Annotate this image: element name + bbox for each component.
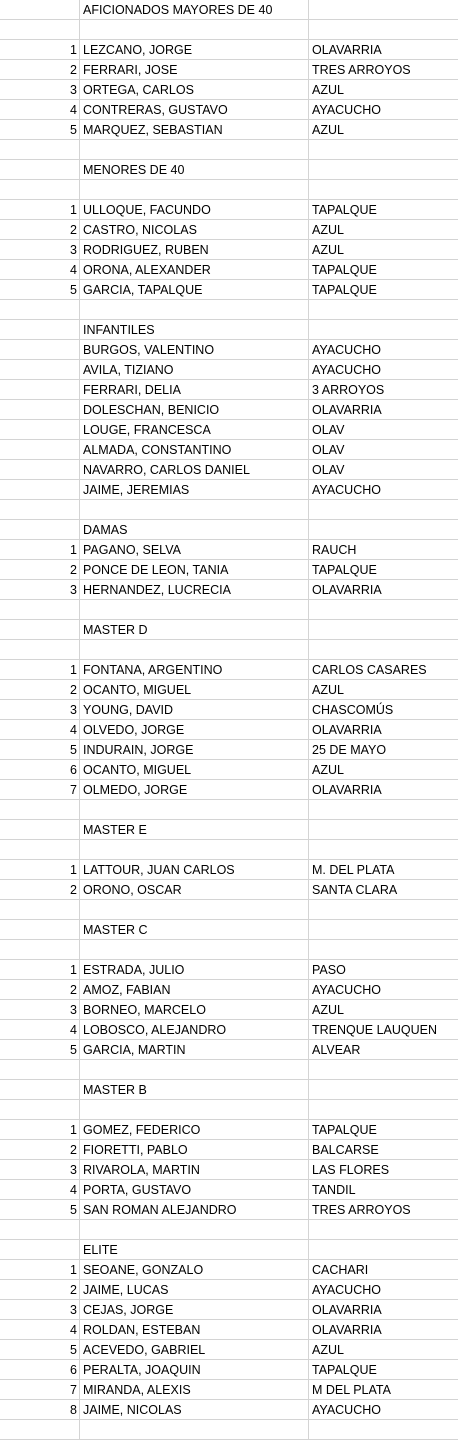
city-cell[interactable]: TAPALQUE [312, 203, 377, 217]
city-cell[interactable]: AZUL [312, 243, 344, 257]
city-cell[interactable]: AZUL [312, 683, 344, 697]
name-cell[interactable]: JAIME, LUCAS [80, 1280, 309, 1299]
table-row [0, 640, 458, 660]
table-row [0, 1100, 458, 1120]
city-cell[interactable]: AZUL [312, 763, 344, 777]
city-cell[interactable]: LAS FLORES [312, 1163, 390, 1177]
name-cell[interactable] [80, 500, 309, 519]
name-cell[interactable] [80, 900, 309, 919]
name-cell[interactable]: FONTANA, ARGENTINO [80, 660, 309, 679]
name-cell[interactable]: ESTRADA, JULIO [80, 960, 309, 979]
table-row [0, 960, 458, 980]
table-row [0, 60, 458, 80]
name-cell[interactable]: PAGANO, SELVA [80, 540, 309, 559]
table-row [0, 820, 458, 840]
city-cell[interactable] [309, 900, 458, 919]
city-cell[interactable] [309, 140, 458, 159]
name-cell[interactable] [80, 600, 309, 619]
table-row [0, 860, 458, 880]
rank-cell[interactable]: 7 [0, 1380, 80, 1399]
table-row [0, 680, 458, 700]
rank-cell[interactable] [0, 400, 80, 419]
name-cell[interactable]: YOUNG, DAVID [80, 700, 309, 719]
rank-cell[interactable] [0, 1060, 80, 1079]
rank-cell[interactable]: 5 [0, 740, 80, 759]
city-cell[interactable]: OLAVARRIA [312, 783, 382, 797]
table-row [0, 360, 458, 380]
rank-cell[interactable]: 2 [0, 220, 80, 239]
table-row [0, 400, 458, 420]
rank-cell[interactable]: 3 [0, 700, 80, 719]
rank-cell[interactable] [0, 20, 80, 39]
rank-cell[interactable]: 2 [0, 1140, 80, 1159]
table-row [0, 1220, 458, 1240]
city-cell[interactable]: AYACUCHO [312, 343, 381, 357]
city-cell[interactable] [309, 620, 458, 639]
name-cell[interactable]: MASTER E [80, 820, 309, 839]
name-cell[interactable]: MENORES DE 40 [80, 160, 309, 179]
rank-cell[interactable] [0, 1240, 80, 1259]
city-cell[interactable] [309, 600, 458, 619]
rank-cell[interactable] [0, 1080, 80, 1099]
rank-cell[interactable]: 2 [0, 60, 80, 79]
table-row [0, 40, 458, 60]
rank-cell[interactable]: 8 [0, 1400, 80, 1419]
city-cell[interactable]: AYACUCHO [312, 363, 381, 377]
rank-cell[interactable] [0, 160, 80, 179]
table-row [0, 1320, 458, 1340]
name-cell[interactable]: PORTA, GUSTAVO [80, 1180, 309, 1199]
city-cell[interactable] [309, 320, 458, 339]
rank-cell[interactable] [0, 600, 80, 619]
city-cell[interactable] [309, 1240, 458, 1259]
table-row [0, 160, 458, 180]
table-row [0, 1080, 458, 1100]
city-cell[interactable]: SANTA CLARA [312, 883, 398, 897]
rank-cell[interactable] [0, 800, 80, 819]
city-cell[interactable] [309, 520, 458, 539]
rank-cell[interactable]: 4 [0, 100, 80, 119]
name-cell[interactable]: ORONA, ALEXANDER [80, 260, 309, 279]
table-row [0, 980, 458, 1000]
table-row [0, 80, 458, 100]
name-cell[interactable]: LOUGE, FRANCESCA [80, 420, 309, 439]
city-cell[interactable] [309, 1420, 458, 1439]
city-cell[interactable]: OLAV [312, 423, 345, 437]
rank-cell[interactable]: 4 [0, 1180, 80, 1199]
name-cell[interactable]: MARQUEZ, SEBASTIAN [80, 120, 309, 139]
name-cell[interactable] [80, 140, 309, 159]
city-cell[interactable] [309, 800, 458, 819]
rank-cell[interactable]: 3 [0, 1000, 80, 1019]
table-row [0, 320, 458, 340]
table-row [0, 420, 458, 440]
rank-cell[interactable] [0, 620, 80, 639]
table-row [0, 1400, 458, 1420]
rank-cell[interactable]: 2 [0, 980, 80, 999]
city-cell[interactable]: TRES ARROYOS [312, 1203, 411, 1217]
city-cell[interactable]: AYACUCHO [312, 983, 381, 997]
rank-cell[interactable]: 3 [0, 240, 80, 259]
name-cell[interactable]: AFICIONADOS MAYORES DE 40 [80, 0, 309, 19]
table-row [0, 340, 458, 360]
name-cell[interactable]: OCANTO, MIGUEL [80, 680, 309, 699]
city-cell[interactable]: PASO [312, 963, 346, 977]
name-cell[interactable]: PONCE DE LEON, TANIA [80, 560, 309, 579]
name-cell[interactable]: RIVAROLA, MARTIN [80, 1160, 309, 1179]
rank-cell[interactable]: 1 [0, 660, 80, 679]
city-cell[interactable] [309, 0, 458, 19]
name-cell[interactable]: CONTRERAS, GUSTAVO [80, 100, 309, 119]
city-cell[interactable]: OLAVARRIA [312, 583, 382, 597]
rank-cell[interactable]: 1 [0, 40, 80, 59]
city-cell[interactable] [309, 820, 458, 839]
city-cell[interactable]: AYACUCHO [312, 1403, 381, 1417]
rank-cell[interactable]: 5 [0, 1340, 80, 1359]
city-cell[interactable]: AYACUCHO [312, 103, 381, 117]
table-row [0, 500, 458, 520]
city-cell[interactable]: 3 ARROYOS [312, 383, 385, 397]
rank-cell[interactable]: 4 [0, 720, 80, 739]
name-cell[interactable] [80, 800, 309, 819]
city-cell[interactable]: AZUL [312, 1343, 344, 1357]
name-cell[interactable]: OCANTO, MIGUEL [80, 760, 309, 779]
rank-cell[interactable] [0, 180, 80, 199]
table-row [0, 1420, 458, 1440]
table-row [0, 300, 458, 320]
rank-cell[interactable]: 2 [0, 680, 80, 699]
table-row [0, 240, 458, 260]
city-cell[interactable]: TAPALQUE [312, 263, 377, 277]
name-cell[interactable]: DAMAS [80, 520, 309, 539]
city-cell[interactable]: BALCARSE [312, 1143, 379, 1157]
table-row [0, 1180, 458, 1200]
city-cell[interactable]: TAPALQUE [312, 1363, 377, 1377]
name-cell[interactable]: BORNEO, MARCELO [80, 1000, 309, 1019]
city-cell[interactable] [309, 1060, 458, 1079]
city-cell[interactable]: OLAVARRIA [312, 1303, 382, 1317]
city-cell[interactable]: 25 DE MAYO [312, 743, 387, 757]
rank-cell[interactable] [0, 140, 80, 159]
name-cell[interactable]: ACEVEDO, GABRIEL [80, 1340, 309, 1359]
table-row [0, 700, 458, 720]
city-cell[interactable] [309, 300, 458, 319]
name-cell[interactable]: GOMEZ, FEDERICO [80, 1120, 309, 1139]
name-cell[interactable]: MASTER C [80, 920, 309, 939]
name-cell[interactable]: SAN ROMAN ALEJANDRO [80, 1200, 309, 1219]
name-cell[interactable] [80, 1060, 309, 1079]
city-cell[interactable]: CACHARI [312, 1263, 369, 1277]
name-cell[interactable]: LATTOUR, JUAN CARLOS [80, 860, 309, 879]
rank-cell[interactable]: 4 [0, 1320, 80, 1339]
name-cell[interactable]: JAIME, JEREMIAS [80, 480, 309, 499]
rank-cell[interactable]: 3 [0, 1160, 80, 1179]
city-cell[interactable]: TRENQUE LAUQUEN [312, 1023, 438, 1037]
rank-cell[interactable]: 5 [0, 1200, 80, 1219]
table-row [0, 580, 458, 600]
table-row [0, 20, 458, 40]
name-cell[interactable]: RODRIGUEZ, RUBEN [80, 240, 309, 259]
name-cell[interactable]: PERALTA, JOAQUIN [80, 1360, 309, 1379]
name-cell[interactable]: FIORETTI, PABLO [80, 1140, 309, 1159]
name-cell[interactable]: LOBOSCO, ALEJANDRO [80, 1020, 309, 1039]
table-row [0, 880, 458, 900]
name-cell[interactable]: INDURAIN, JORGE [80, 740, 309, 759]
city-cell[interactable] [309, 1080, 458, 1099]
rank-cell[interactable] [0, 500, 80, 519]
city-cell[interactable] [309, 20, 458, 39]
city-cell[interactable]: OLAV [312, 463, 345, 477]
rank-cell[interactable] [0, 920, 80, 939]
rank-cell[interactable] [0, 520, 80, 539]
rank-cell[interactable] [0, 640, 80, 659]
rank-cell[interactable]: 6 [0, 1360, 80, 1379]
table-row [0, 1020, 458, 1040]
name-cell[interactable]: GARCIA, TAPALQUE [80, 280, 309, 299]
table-row [0, 440, 458, 460]
rank-cell[interactable]: 3 [0, 80, 80, 99]
city-cell[interactable]: AZUL [312, 1003, 344, 1017]
name-cell[interactable]: CEJAS, JORGE [80, 1300, 309, 1319]
rank-cell[interactable] [0, 900, 80, 919]
rank-cell[interactable] [0, 360, 80, 379]
table-row [0, 1380, 458, 1400]
city-cell[interactable] [309, 1100, 458, 1119]
name-cell[interactable]: ALMADA, CONSTANTINO [80, 440, 309, 459]
city-cell[interactable]: TAPALQUE [312, 283, 377, 297]
rank-cell[interactable]: 1 [0, 960, 80, 979]
table-row [0, 1140, 458, 1160]
table-row [0, 1280, 458, 1300]
rank-cell[interactable] [0, 1220, 80, 1239]
table-row [0, 940, 458, 960]
city-cell[interactable] [309, 940, 458, 959]
rank-cell[interactable]: 7 [0, 780, 80, 799]
table-row [0, 660, 458, 680]
name-cell[interactable]: DOLESCHAN, BENICIO [80, 400, 309, 419]
name-cell[interactable] [80, 300, 309, 319]
city-cell[interactable]: OLAV [312, 443, 345, 457]
name-cell[interactable]: OLVEDO, JORGE [80, 720, 309, 739]
city-cell[interactable] [309, 1220, 458, 1239]
table-row [0, 180, 458, 200]
rank-cell[interactable]: 2 [0, 880, 80, 899]
city-cell[interactable] [309, 840, 458, 859]
name-cell[interactable] [80, 180, 309, 199]
name-cell[interactable]: ORONO, OSCAR [80, 880, 309, 899]
name-cell[interactable] [80, 1100, 309, 1119]
table-row [0, 600, 458, 620]
rank-cell[interactable] [0, 480, 80, 499]
name-cell[interactable]: SEOANE, GONZALO [80, 1260, 309, 1279]
name-cell[interactable] [80, 1220, 309, 1239]
name-cell[interactable]: MASTER D [80, 620, 309, 639]
table-row [0, 520, 458, 540]
name-cell[interactable]: OLMEDO, JORGE [80, 780, 309, 799]
table-row [0, 480, 458, 500]
name-cell[interactable]: LEZCANO, JORGE [80, 40, 309, 59]
rank-cell[interactable]: 1 [0, 860, 80, 879]
city-cell[interactable]: TANDIL [312, 1183, 356, 1197]
city-cell[interactable]: ALVEAR [312, 1043, 361, 1057]
table-row [0, 800, 458, 820]
rank-cell[interactable] [0, 1100, 80, 1119]
table-row [0, 1340, 458, 1360]
name-cell[interactable] [80, 1420, 309, 1439]
rank-cell[interactable] [0, 440, 80, 459]
table-row [0, 1040, 458, 1060]
table-row [0, 900, 458, 920]
table-row [0, 220, 458, 240]
table-row [0, 1120, 458, 1140]
city-cell[interactable] [309, 180, 458, 199]
name-cell[interactable]: FERRARI, DELIA [80, 380, 309, 399]
table-row [0, 140, 458, 160]
city-cell[interactable]: AZUL [312, 223, 344, 237]
city-cell[interactable] [309, 640, 458, 659]
rank-cell[interactable] [0, 0, 80, 19]
table-row [0, 740, 458, 760]
name-cell[interactable] [80, 640, 309, 659]
city-cell[interactable]: AYACUCHO [312, 1283, 381, 1297]
name-cell[interactable]: JAIME, NICOLAS [80, 1400, 309, 1419]
rank-cell[interactable]: 1 [0, 1120, 80, 1139]
table-row [0, 720, 458, 740]
city-cell[interactable] [309, 160, 458, 179]
city-cell[interactable]: RAUCH [312, 543, 357, 557]
name-cell[interactable]: AMOZ, FABIAN [80, 980, 309, 999]
table-row [0, 120, 458, 140]
rank-cell[interactable] [0, 320, 80, 339]
name-cell[interactable] [80, 840, 309, 859]
table-row [0, 560, 458, 580]
table-row [0, 380, 458, 400]
city-cell[interactable]: TRES ARROYOS [312, 63, 411, 77]
city-cell[interactable]: CARLOS CASARES [312, 663, 427, 677]
rank-cell[interactable]: 2 [0, 1280, 80, 1299]
name-cell[interactable]: AVILA, TIZIANO [80, 360, 309, 379]
table-row [0, 1360, 458, 1380]
rank-cell[interactable]: 4 [0, 260, 80, 279]
city-cell[interactable]: M DEL PLATA [312, 1383, 391, 1397]
table-row [0, 460, 458, 480]
city-cell[interactable]: CHASCOMÚS [312, 703, 394, 717]
name-cell[interactable]: MASTER B [80, 1080, 309, 1099]
name-cell[interactable]: GARCIA, MARTIN [80, 1040, 309, 1059]
name-cell[interactable]: INFANTILES [80, 320, 309, 339]
rank-cell[interactable]: 1 [0, 1260, 80, 1279]
name-cell[interactable]: FERRARI, JOSE [80, 60, 309, 79]
name-cell[interactable]: HERNANDEZ, LUCRECIA [80, 580, 309, 599]
table-row [0, 260, 458, 280]
table-row [0, 1060, 458, 1080]
rank-cell[interactable]: 2 [0, 560, 80, 579]
city-cell[interactable] [309, 500, 458, 519]
city-cell[interactable]: TAPALQUE [312, 563, 377, 577]
rank-cell[interactable]: 5 [0, 1040, 80, 1059]
table-row [0, 100, 458, 120]
table-row [0, 200, 458, 220]
rank-cell[interactable] [0, 1420, 80, 1439]
rank-cell[interactable]: 4 [0, 1020, 80, 1039]
rank-cell[interactable]: 3 [0, 580, 80, 599]
name-cell[interactable]: NAVARRO, CARLOS DANIEL [80, 460, 309, 479]
name-cell[interactable]: ORTEGA, CARLOS [80, 80, 309, 99]
rank-cell[interactable] [0, 380, 80, 399]
city-cell[interactable]: OLAVARRIA [312, 1323, 382, 1337]
table-row [0, 1200, 458, 1220]
name-cell[interactable] [80, 940, 309, 959]
city-cell[interactable]: AZUL [312, 123, 344, 137]
table-row [0, 780, 458, 800]
city-cell[interactable]: M. DEL PLATA [312, 863, 395, 877]
name-cell[interactable] [80, 20, 309, 39]
rank-cell[interactable] [0, 820, 80, 839]
table-row [0, 540, 458, 560]
rank-cell[interactable] [0, 340, 80, 359]
rank-cell[interactable]: 5 [0, 120, 80, 139]
rank-cell[interactable]: 6 [0, 760, 80, 779]
table-row [0, 1260, 458, 1280]
city-cell[interactable]: OLAVARRIA [312, 43, 382, 57]
name-cell[interactable]: ROLDAN, ESTEBAN [80, 1320, 309, 1339]
table-row [0, 840, 458, 860]
city-cell[interactable] [309, 920, 458, 939]
table-row [0, 1000, 458, 1020]
table-row [0, 1160, 458, 1180]
rank-cell[interactable]: 3 [0, 1300, 80, 1319]
table-row [0, 1240, 458, 1260]
name-cell[interactable]: MIRANDA, ALEXIS [80, 1380, 309, 1399]
table-row [0, 920, 458, 940]
table-row [0, 760, 458, 780]
name-cell[interactable]: ELITE [80, 1240, 309, 1259]
table-row [0, 0, 458, 20]
name-cell[interactable]: BURGOS, VALENTINO [80, 340, 309, 359]
city-cell[interactable]: AYACUCHO [312, 483, 381, 497]
rank-cell[interactable] [0, 840, 80, 859]
rank-cell[interactable]: 1 [0, 200, 80, 219]
rank-cell[interactable] [0, 940, 80, 959]
name-cell[interactable]: CASTRO, NICOLAS [80, 220, 309, 239]
city-cell[interactable]: OLAVARRIA [312, 403, 382, 417]
rank-cell[interactable] [0, 420, 80, 439]
name-cell[interactable]: ULLOQUE, FACUNDO [80, 200, 309, 219]
rank-cell[interactable] [0, 460, 80, 479]
rank-cell[interactable] [0, 300, 80, 319]
table-row [0, 1300, 458, 1320]
rank-cell[interactable]: 1 [0, 540, 80, 559]
rank-cell[interactable]: 5 [0, 280, 80, 299]
city-cell[interactable]: AZUL [312, 83, 344, 97]
table-row [0, 620, 458, 640]
city-cell[interactable]: OLAVARRIA [312, 723, 382, 737]
city-cell[interactable]: TAPALQUE [312, 1123, 377, 1137]
table-row [0, 280, 458, 300]
